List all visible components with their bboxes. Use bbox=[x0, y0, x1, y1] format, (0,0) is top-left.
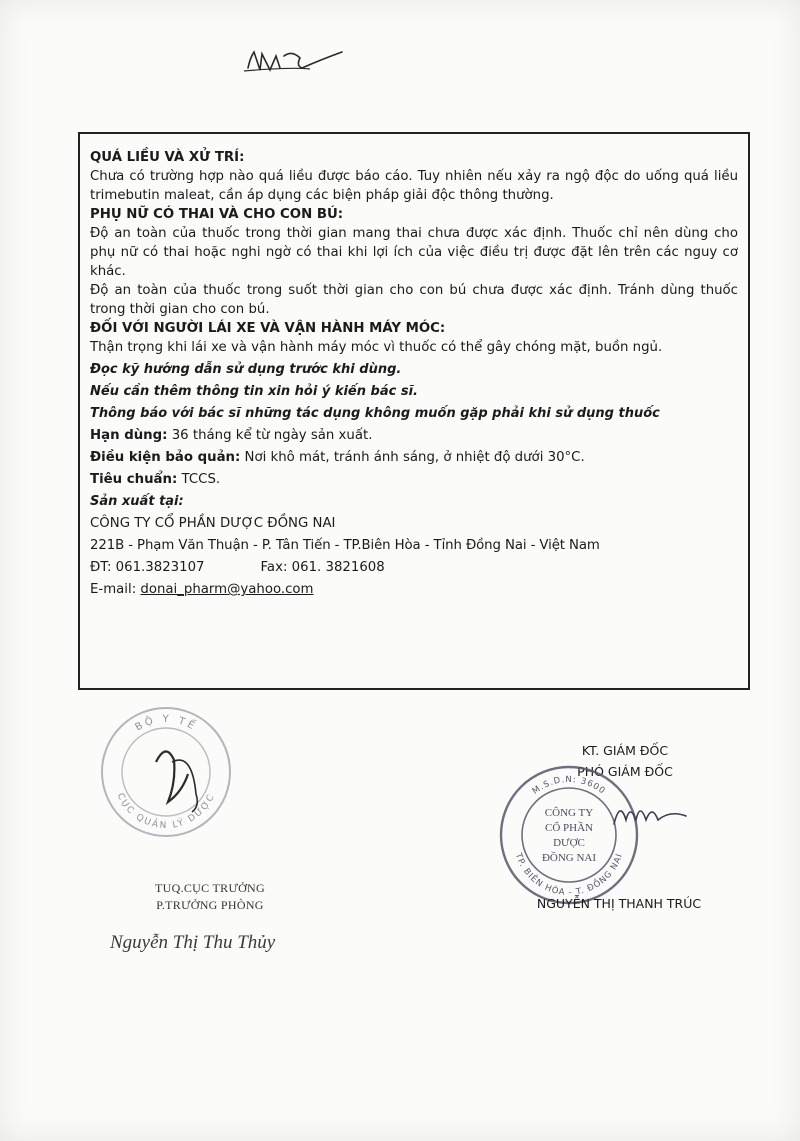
overdose-text: Chưa có trường hợp nào quá liều được báo cáo. Tuy nhiên nếu xảy ra ngộ độc do uống quá liều trimebutin maleat, cần áp dụng các biện pháp giải độc thông thường. bbox=[90, 169, 738, 203]
company-seal-line2: CỔ PHẦN bbox=[545, 822, 593, 834]
ministry-seal bbox=[96, 702, 236, 842]
overdose-heading: QUÁ LIỀU VÀ XỬ TRÍ: bbox=[90, 150, 245, 165]
company-seal-line4: ĐỒNG NAI bbox=[541, 852, 597, 864]
company-seal-line1: CÔNG TY bbox=[544, 807, 594, 819]
shelf-life-label: Hạn dùng: bbox=[90, 428, 168, 443]
manufacturer-label: Sản xuất tại: bbox=[90, 494, 184, 509]
driving-heading: ĐỐI VỚI NGƯỜI LÁI XE VÀ VẬN HÀNH MÁY MÓC: bbox=[90, 321, 446, 336]
company-seal-ring-top: M.S.D.N: 3600 bbox=[530, 774, 608, 797]
pregnancy-text-1: Độ an toàn của thuốc trong thời gian mang thai chưa được xác định. Thuốc chỉ nên dùng cho phụ nữ có thai hoặc nghi ngờ có thai khi lợi ích của việc điều trị được đặt lên trên các nguy cơ khác. bbox=[90, 226, 738, 279]
handwritten-mark-top bbox=[240, 40, 350, 80]
standard-value: TCCS. bbox=[177, 472, 221, 487]
pregnancy-text-2: Độ an toàn của thuốc trong suốt thời gian cho con bú chưa được xác định. Tránh dùng thuốc trong thời gian cho con bú. bbox=[90, 283, 738, 317]
driving-text: Thận trọng khi lái xe và vận hành máy móc vì thuốc có thể gây chóng mặt, buồn ngủ. bbox=[90, 340, 663, 355]
standard bbox=[90, 470, 738, 489]
director-title-line1: KT. GIÁM ĐỐC bbox=[581, 743, 669, 758]
ministry-signature-text: Nguyễn Thị Thu Thủy bbox=[110, 932, 276, 953]
ministry-seal-bottom-text: CỤC QUẢN LÝ DƯỢC bbox=[114, 791, 218, 832]
shelf-life bbox=[90, 426, 738, 445]
ministry-handwritten-name bbox=[100, 920, 320, 960]
storage-label: Điều kiện bảo quản: bbox=[90, 450, 241, 465]
leaflet-info-box bbox=[78, 132, 750, 690]
svg-text:M.S.D.N: 3600 bbox=[531, 775, 608, 797]
email-label: E-mail: bbox=[90, 582, 141, 597]
director-title-line2: PHÓ GIÁM ĐỐC bbox=[577, 764, 673, 779]
pregnancy-heading: PHỤ NỮ CÓ THAI VÀ CHO CON BÚ: bbox=[90, 207, 344, 222]
ministry-seal-top-text: BỘ Y TẾ bbox=[133, 713, 199, 734]
ministry-title-line2: P.TRƯỞNG PHÒNG bbox=[156, 898, 264, 912]
manufacturer-email-line bbox=[90, 580, 738, 599]
director-signature bbox=[610, 790, 690, 840]
manufacturer-fax: Fax: 061. 3821608 bbox=[260, 560, 385, 575]
manufacturer-company: CÔNG TY CỔ PHẦN DƯỢC ĐỒNG NAI bbox=[90, 516, 336, 531]
ministry-title-line1: TUQ.CỤC TRƯỞNG bbox=[155, 881, 265, 895]
svg-text:BỘ Y TẾ bbox=[133, 713, 200, 733]
email-link[interactable]: donai_pharm@yahoo.com bbox=[140, 582, 314, 597]
notice-report-side-effects: Thông báo với bác sĩ những tác dụng không muốn gặp phải khi sử dụng thuốc bbox=[90, 406, 660, 421]
storage bbox=[90, 448, 738, 467]
manufacturer-address: 221B - Phạm Văn Thuận - P. Tân Tiến - TP.Biên Hòa - Tỉnh Đồng Nai - Việt Nam bbox=[90, 538, 600, 553]
notice-ask-doctor: Nếu cần thêm thông tin xin hỏi ý kiến bác sĩ. bbox=[90, 384, 418, 399]
shelf-life-value: 36 tháng kể từ ngày sản xuất. bbox=[167, 428, 373, 443]
ministry-signatory-title bbox=[120, 880, 300, 914]
standard-label: Tiêu chuẩn: bbox=[90, 472, 178, 487]
director-name: NGUYỄN THỊ THANH TRÚC bbox=[536, 896, 702, 911]
company-seal-ring-bottom: TP. BIÊN HÒA - T. ĐỒNG NAI bbox=[512, 852, 626, 899]
company-seal-line3: DƯỢC bbox=[553, 837, 585, 849]
manufacturer-phone: ĐT: 061.3823107 bbox=[90, 560, 205, 575]
manufacturer-contacts bbox=[90, 558, 738, 577]
notice-read-instructions: Đọc kỹ hướng dẫn sử dụng trước khi dùng. bbox=[90, 362, 402, 377]
storage-value: Nơi khô mát, tránh ánh sáng, ở nhiệt độ dưới 30°C. bbox=[240, 450, 585, 465]
